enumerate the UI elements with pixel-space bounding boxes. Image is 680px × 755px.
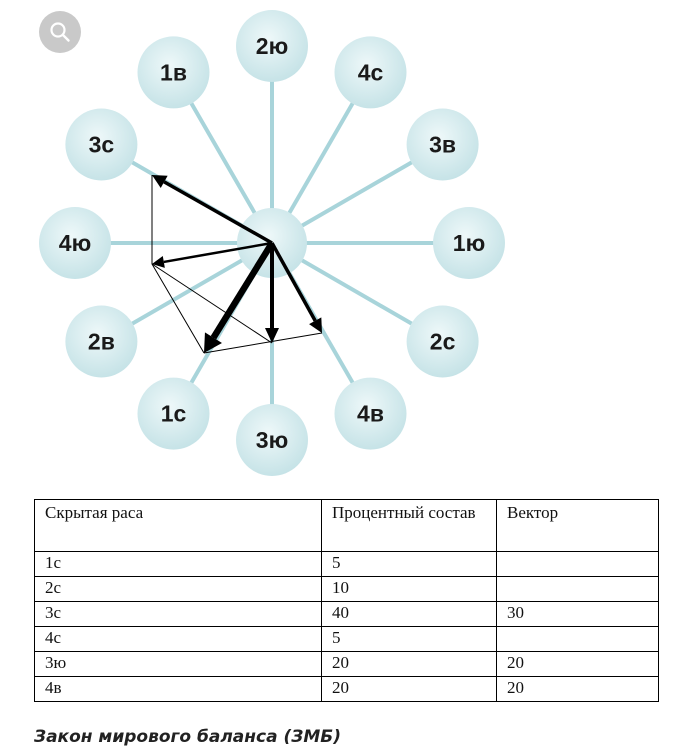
table-row: [35, 652, 659, 677]
table-cell: 5: [322, 627, 497, 652]
table-cell: 4в: [35, 677, 322, 702]
node-2s: [407, 306, 479, 378]
arrow-head: [152, 256, 165, 268]
node-4v: [335, 378, 407, 450]
table-cell: [497, 577, 659, 602]
table-row: [35, 577, 659, 602]
node-4s: [335, 36, 407, 108]
node-label: 4с: [357, 59, 384, 86]
table-cell: 20: [497, 652, 659, 677]
node-1v: [138, 36, 210, 108]
table-cell: 3с: [35, 602, 322, 627]
table-row: [35, 627, 659, 652]
table-cell: 10: [322, 577, 497, 602]
node-1s: [138, 378, 210, 450]
header-cell-percent: Процентный состав: [322, 500, 497, 552]
node-3yu: [236, 404, 308, 476]
node-3s: [65, 109, 137, 181]
table-cell: 20: [322, 652, 497, 677]
caption: Закон мирового баланса (ЗМБ): [34, 727, 341, 747]
node-label: 2в: [87, 328, 115, 355]
node-label: 3с: [88, 131, 115, 158]
node-label: 2с: [429, 328, 456, 355]
node-3v: [407, 109, 479, 181]
table-cell: [497, 552, 659, 577]
node-label: 2ю: [255, 33, 289, 59]
node-label: 4в: [357, 400, 384, 427]
node-label: 4ю: [58, 230, 92, 256]
race-table: [34, 499, 659, 702]
table-cell: [497, 627, 659, 652]
table-cell: 1с: [35, 552, 322, 577]
node-2v: [65, 306, 137, 378]
table-header-row: [35, 500, 659, 552]
table-cell: 20: [497, 677, 659, 702]
node-label: 1ю: [452, 230, 486, 256]
table-cell: 40: [322, 602, 497, 627]
node-label: 3ю: [255, 427, 289, 453]
node-label: 1в: [160, 59, 187, 86]
node-label: 1с: [160, 400, 187, 427]
table-cell: 30: [497, 602, 659, 627]
table-cell: 3ю: [35, 652, 322, 677]
header-cell-vector: Вектор: [497, 500, 659, 552]
table-cell: 2с: [35, 577, 322, 602]
node-2yu: [236, 10, 308, 82]
header-cell-race: Скрытая раса: [35, 500, 322, 552]
table-cell: 20: [322, 677, 497, 702]
table-cell: 5: [322, 552, 497, 577]
node-1yu: [433, 207, 505, 279]
table-row: [35, 602, 659, 627]
table-row: [35, 552, 659, 577]
table-row: [35, 677, 659, 702]
node-label: 3в: [429, 131, 457, 158]
node-4yu: [39, 207, 111, 279]
table-cell: 4с: [35, 627, 322, 652]
